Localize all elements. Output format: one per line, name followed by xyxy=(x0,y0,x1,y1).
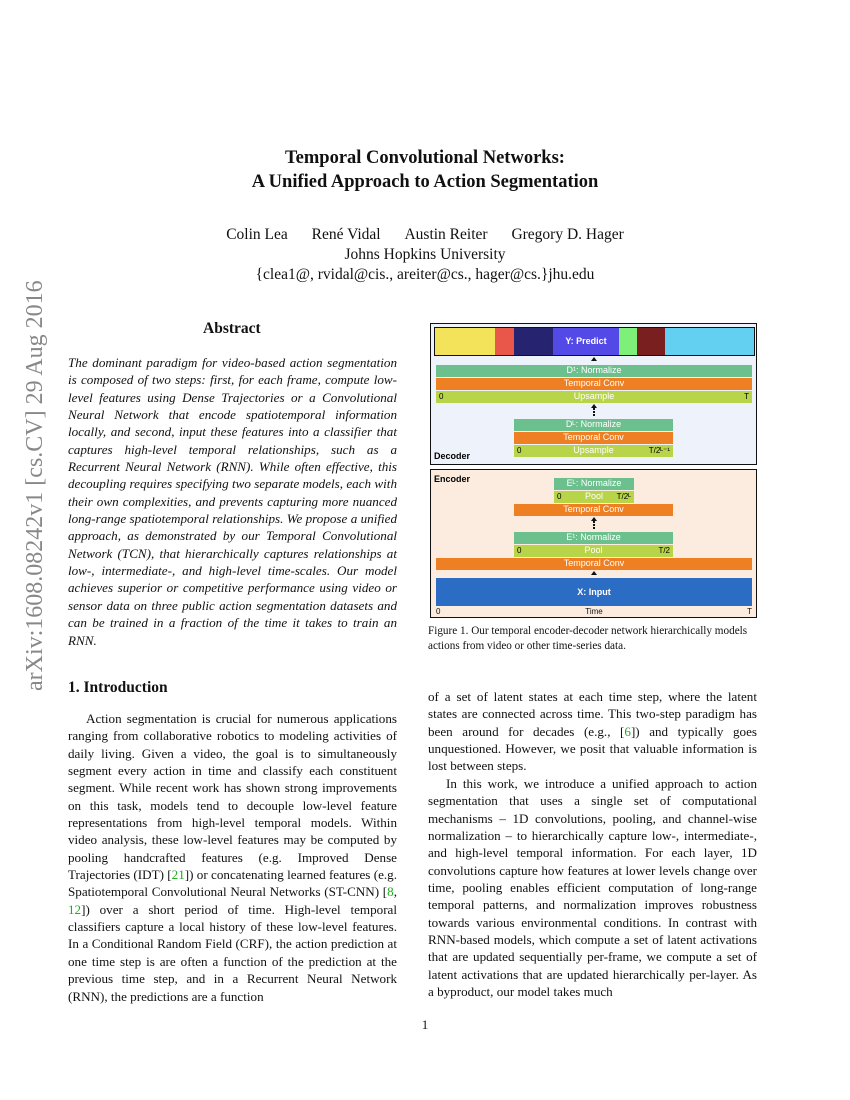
ellipsis-dots xyxy=(593,521,597,529)
dL-normalize-block: Dᴸ: Normalize xyxy=(514,419,673,431)
citation-link[interactable]: 8 xyxy=(387,884,394,900)
axis-start: 0 xyxy=(517,546,522,555)
encoder-label: Encoder xyxy=(434,474,471,484)
prediction-bar xyxy=(434,327,755,356)
predict-label: Y: Predict xyxy=(565,336,607,346)
author-name: Austin Reiter xyxy=(404,226,488,243)
author-name: Colin Lea xyxy=(226,226,288,243)
text-run: ]) over a short period of time. High-level temporal classifiers capture a local history of these low-level features. In a Conditional Random Field (CRF), the action prediction at one time step is are often a function of the prediction at the previous time step, and in a Recurrent Neural Network (RNN), the predictions are a function xyxy=(68,901,397,1004)
d1-upsample-block xyxy=(436,391,752,403)
decoder-panel xyxy=(430,323,757,465)
text-run: ]) and typically goes unquestioned. However, we posit that valuable information is lost between steps. xyxy=(428,723,758,774)
decoder-label: Decoder xyxy=(434,451,471,461)
pool-label: Pool xyxy=(584,545,603,555)
input-block: X: Input xyxy=(436,578,752,606)
figure-1 xyxy=(430,323,757,618)
author-list xyxy=(0,225,850,245)
author-name: Gregory D. Hager xyxy=(511,226,624,243)
paper-title xyxy=(0,146,850,194)
abstract-text: The dominant paradigm for video-based action segmentation is composed of two steps: first, for each frame, compute low-level features using Dense Trajectories or a Convolutional Neural Network that encode spatiotemporal information locally, and second, input these features into a classifier that captures high-level temporal relationships, such as a Recurrent Neural Network (RNN). While often effective, this decoupling requires specifying two separate models, each with their own complexities, and prevents capturing more nuanced long-range spatiotemporal relationships. We propose a unified approach, as demonstrated by our Temporal Convolutional Network (TCN), that hierarchically captures relationships at low-, intermediate-, and high-level time-scales. Our model achieves superior or competitive performance using video or sensor data on three public action segmentation datasets and can be trained in a fraction of the time it takes to train an RNN. xyxy=(68,355,397,648)
emails: {clea1@, rvidal@cis., areiter@cs., hager@cs.}jhu.edu xyxy=(255,266,595,283)
d1-conv-block: Temporal Conv xyxy=(436,378,752,390)
axis-end: T xyxy=(744,392,749,401)
dL-upsample-block xyxy=(514,445,673,457)
introduction-paragraph-continued xyxy=(428,688,757,775)
citation-link[interactable]: 21 xyxy=(171,867,185,883)
eL-pool-block xyxy=(554,491,634,503)
eL-conv-block: Temporal Conv xyxy=(514,504,673,516)
introduction-paragraph: In this work, we introduce a unified approach to action segmentation that uses a single set of computational mechanisms – 1D convolutions, pooling, and channel-wise normalization – to hierarchically capture low-, intermediate-, and high-level temporal information. For each layer, 1D convolutions capture how features at lower levels change over time, pooling enables efficient computation of long-range temporal patterns, and normalization improves robustness towards various environmental conditions. In contrast with RNN-based models, which compute a set of latent activations that are updated sequentially per-frame, we compute a set of latent activations that are updated hierarchically per-layer. As a byproduct, our model takes much xyxy=(428,776,757,1000)
introduction-paragraph xyxy=(68,710,397,1005)
axis-end: T/2 xyxy=(658,546,670,555)
axis-start: 0 xyxy=(517,446,522,455)
title-line-2: A Unified Approach to Action Segmentation xyxy=(251,172,599,192)
introduction-heading: 1. Introduction xyxy=(68,679,168,696)
figure-caption: Figure 1. Our temporal encoder-decoder network hierarchically models actions from video or other time-series data. xyxy=(428,625,748,652)
text-run: ]) or concatenating learned features (e.g. Spatiotemporal Convolutional Neural Networks (ST-CNN) [ xyxy=(68,867,397,900)
axis-start: 0 xyxy=(436,607,441,616)
text-run: of a set of latent states at each time step, where the latent states are connected across time. This two-step paradigm has been around for decades (e.g., [ xyxy=(428,689,757,739)
axis-end: T/2ᴸ xyxy=(616,492,631,501)
arxiv-stamp: arXiv:1608.08242v1 [cs.CV] 29 Aug 2016 xyxy=(22,280,48,691)
time-label: Time xyxy=(585,607,603,616)
up-arrow-icon xyxy=(591,357,597,361)
prediction-segment xyxy=(495,328,514,355)
axis-end: T/2ᴸ⁻¹ xyxy=(648,446,670,455)
upsample-label: Upsample xyxy=(573,391,615,401)
pool-label: Pool xyxy=(584,491,603,501)
encoder-panel xyxy=(430,469,757,618)
dL-conv-block: Temporal Conv xyxy=(514,432,673,444)
prediction-segment xyxy=(619,328,637,355)
author-block xyxy=(0,225,850,285)
prediction-segment xyxy=(514,328,553,355)
e1-normalize-block: E¹: Normalize xyxy=(514,532,673,544)
axis-start: 0 xyxy=(439,392,444,401)
axis-start: 0 xyxy=(557,492,562,501)
citation-link[interactable]: 12 xyxy=(68,901,82,917)
text-run: Action segmentation is crucial for numerous applications ranging from collaborative robotics to modeling activities of daily living. Given a video, the goal is to simultaneously segment every action in time and classify each constituent segment. While recent work has shown strong improvements on this task, models tend to decouple low-level feature representations from high-level temporal models. Within video analysis, these low-level features may be computed by pooling handcrafted features (e.g. Improved Dense Trajectories (IDT) [ xyxy=(68,711,397,883)
eL-normalize-block: Eᴸ: Normalize xyxy=(554,478,634,490)
e1-conv-block: Temporal Conv xyxy=(436,558,752,570)
affiliation: Johns Hopkins University xyxy=(344,246,506,263)
page-number: 1 xyxy=(421,1017,429,1032)
e1-pool-block xyxy=(514,545,673,557)
abstract-heading: Abstract xyxy=(203,320,261,337)
author-name: René Vidal xyxy=(311,226,381,243)
citation-link[interactable]: 6 xyxy=(624,723,631,739)
upsample-label: Upsample xyxy=(573,445,614,455)
prediction-segment xyxy=(665,328,754,355)
axis-end: T xyxy=(747,607,752,616)
up-arrow-icon xyxy=(591,571,597,575)
time-axis xyxy=(436,607,752,617)
prediction-segment xyxy=(637,328,665,355)
d1-normalize-block: D¹: Normalize xyxy=(436,365,752,377)
ellipsis-dots xyxy=(593,408,597,416)
title-line-1: Temporal Convolutional Networks: xyxy=(285,148,565,168)
text-run: , xyxy=(393,884,397,900)
prediction-segment xyxy=(435,328,495,355)
